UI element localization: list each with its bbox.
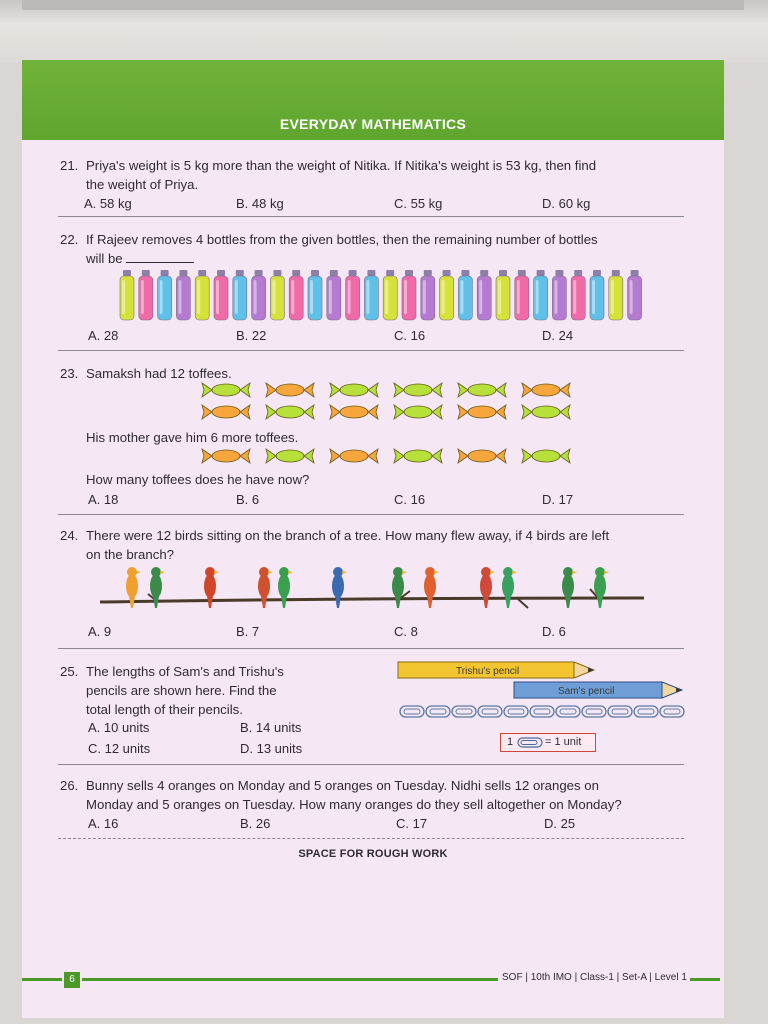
rough-work-label: SPACE FOR ROUGH WORK bbox=[298, 848, 448, 860]
bottle-icon bbox=[270, 270, 284, 320]
bottle-icon bbox=[383, 270, 397, 320]
bird-icon bbox=[258, 567, 273, 608]
bottle-icon bbox=[327, 270, 341, 320]
birds-on-branch bbox=[98, 562, 646, 618]
divider bbox=[58, 350, 684, 351]
pencils-figure bbox=[396, 660, 688, 724]
bird-icon bbox=[278, 567, 293, 608]
bottle-icon bbox=[176, 270, 190, 320]
question-26 bbox=[60, 776, 710, 814]
option-c[interactable]: C. 55 kg bbox=[394, 196, 443, 211]
paperclip-icon bbox=[504, 706, 528, 717]
toffee-icon bbox=[266, 383, 314, 397]
bottle-icon bbox=[158, 270, 172, 320]
question-text-cont: How many toffees does he have now? bbox=[86, 472, 310, 487]
question-text: Bunny sells 4 oranges on Monday and 5 oranges on Tuesday. Nidhi sells 12 oranges on bbox=[86, 778, 599, 793]
footer-line-mid bbox=[82, 978, 498, 981]
bottle-icon bbox=[609, 270, 623, 320]
question-text: Samaksh had 12 toffees. bbox=[86, 366, 232, 381]
bottle-icon bbox=[252, 270, 266, 320]
bottle-icon bbox=[214, 270, 228, 320]
toffee-icon bbox=[266, 449, 314, 463]
section-title: EVERYDAY MATHEMATICS bbox=[279, 116, 467, 132]
option-a[interactable]: A. 16 bbox=[88, 816, 119, 831]
bird-icon bbox=[480, 567, 495, 608]
rough-work-divider bbox=[58, 838, 684, 839]
paperclip-icon bbox=[582, 706, 606, 717]
footer-line-right bbox=[690, 978, 720, 981]
bottle-icon bbox=[308, 270, 322, 320]
toffee-icon bbox=[522, 449, 570, 463]
question-text-cont: on the branch? bbox=[86, 547, 174, 562]
option-d[interactable]: D. 17 bbox=[542, 492, 574, 507]
toffees-group-2 bbox=[194, 444, 584, 468]
divider bbox=[58, 216, 684, 217]
answer-blank bbox=[126, 252, 194, 263]
option-a[interactable]: A. 18 bbox=[88, 492, 119, 507]
question-25 bbox=[60, 662, 340, 719]
paperclip-icon bbox=[452, 706, 476, 717]
unit-key-text: = 1 unit bbox=[545, 736, 582, 748]
bottle-icon bbox=[534, 270, 548, 320]
bird-icon bbox=[424, 567, 439, 608]
bottle-icon bbox=[402, 270, 416, 320]
paperclip-icon bbox=[400, 706, 424, 717]
question-text: If Rajeev removes 4 bottles from the given bottles, then the remaining number of bottles bbox=[86, 232, 598, 247]
option-d[interactable]: D. 25 bbox=[544, 816, 576, 831]
question-text-cont: total length of their pencils. bbox=[86, 702, 243, 717]
bottle-icon bbox=[628, 270, 642, 320]
option-b[interactable]: B. 26 bbox=[240, 816, 271, 831]
question-number: 23. bbox=[60, 366, 79, 381]
toffee-icon bbox=[266, 405, 314, 419]
paperclip-icon bbox=[660, 706, 684, 717]
bottle-icon bbox=[195, 270, 209, 320]
question-number: 21. bbox=[60, 158, 79, 173]
question-21 bbox=[60, 156, 710, 194]
question-text: There were 12 birds sitting on the branch of a tree. How many flew away, if 4 birds are left bbox=[86, 528, 610, 543]
option-a[interactable]: A. 10 units bbox=[88, 720, 150, 735]
toffee-icon bbox=[202, 449, 250, 463]
bottle-icon bbox=[590, 270, 604, 320]
toffee-icon bbox=[202, 405, 250, 419]
scan-top-strip bbox=[0, 0, 768, 62]
trishu-pencil-icon bbox=[398, 662, 594, 678]
bottle-icon bbox=[458, 270, 472, 320]
toffee-icon bbox=[202, 383, 250, 397]
bird-icon bbox=[392, 567, 407, 608]
option-d[interactable]: D. 60 kg bbox=[542, 196, 591, 211]
question-text: The lengths of Sam's and Trishu's bbox=[86, 664, 284, 679]
toffee-icon bbox=[394, 383, 442, 397]
option-b[interactable]: B. 48 kg bbox=[236, 196, 284, 211]
bottle-icon bbox=[496, 270, 510, 320]
paperclip-icon bbox=[608, 706, 632, 717]
divider bbox=[58, 764, 684, 765]
bottle-icon bbox=[233, 270, 247, 320]
toffees-group-1 bbox=[194, 380, 584, 426]
toffee-icon bbox=[458, 449, 506, 463]
question-text-cont: the weight of Priya. bbox=[86, 177, 199, 192]
bottle-icon bbox=[552, 270, 566, 320]
question-22 bbox=[60, 230, 710, 268]
option-b[interactable]: B. 22 bbox=[236, 328, 267, 343]
option-b[interactable]: B. 7 bbox=[236, 624, 260, 639]
option-c[interactable]: C. 12 units bbox=[88, 741, 151, 756]
bottles-illustration bbox=[114, 268, 654, 322]
option-c[interactable]: C. 16 bbox=[394, 328, 426, 343]
toffee-icon bbox=[458, 383, 506, 397]
page-number: 6 bbox=[64, 972, 80, 988]
question-text-cont: His mother gave him 6 more toffees. bbox=[86, 430, 299, 445]
bottle-icon bbox=[289, 270, 303, 320]
option-c[interactable]: C. 8 bbox=[394, 624, 418, 639]
option-b[interactable]: B. 6 bbox=[236, 492, 260, 507]
trishu-pencil-label: Trishu's pencil bbox=[456, 666, 520, 677]
option-d[interactable]: D. 13 units bbox=[240, 741, 303, 756]
bird-icon bbox=[562, 567, 577, 608]
question-number: 25. bbox=[60, 664, 79, 679]
worksheet-page bbox=[22, 60, 724, 1018]
question-number: 24. bbox=[60, 528, 79, 543]
bird-icon bbox=[594, 567, 609, 608]
paperclip-icon bbox=[556, 706, 580, 717]
question-24 bbox=[60, 526, 710, 564]
option-c[interactable]: C. 16 bbox=[394, 492, 426, 507]
option-b[interactable]: B. 14 units bbox=[240, 720, 302, 735]
paperclip-icon bbox=[517, 737, 543, 748]
option-a[interactable]: A. 28 bbox=[88, 328, 119, 343]
paperclip-icon bbox=[634, 706, 658, 717]
bottle-icon bbox=[346, 270, 360, 320]
bottle-icon bbox=[440, 270, 454, 320]
bottle-icon bbox=[120, 270, 134, 320]
sam-pencil-label: Sam's pencil bbox=[558, 686, 615, 697]
toffee-icon bbox=[330, 405, 378, 419]
option-a[interactable]: A. 9 bbox=[88, 624, 112, 639]
bottle-icon bbox=[571, 270, 585, 320]
bottle-icon bbox=[515, 270, 529, 320]
paperclip-icon bbox=[530, 706, 554, 717]
toffee-icon bbox=[522, 405, 570, 419]
divider bbox=[58, 648, 684, 649]
option-c[interactable]: C. 17 bbox=[396, 816, 428, 831]
unit-key-number: 1 bbox=[507, 736, 514, 748]
option-a[interactable]: A. 58 kg bbox=[84, 196, 132, 211]
option-d[interactable]: D. 6 bbox=[542, 624, 566, 639]
question-number: 22. bbox=[60, 232, 79, 247]
bird-icon bbox=[332, 567, 347, 608]
bottle-icon bbox=[421, 270, 435, 320]
toffee-icon bbox=[330, 383, 378, 397]
question-text-cont: Monday and 5 oranges on Tuesday. How many oranges do they sell altogether on Monday? bbox=[86, 797, 622, 812]
bottle-icon bbox=[477, 270, 491, 320]
toffee-icon bbox=[330, 449, 378, 463]
sam-pencil-icon bbox=[514, 682, 682, 698]
question-text-cont: will be bbox=[86, 251, 123, 266]
question-text: Priya's weight is 5 kg more than the weight of Nitika. If Nitika's weight is 53 kg, then find bbox=[86, 158, 597, 173]
unit-key bbox=[500, 733, 596, 752]
bird-icon bbox=[502, 567, 517, 608]
divider bbox=[58, 514, 684, 515]
footer-text: SOF | 10th IMO | Class-1 | Set-A | Level 1 bbox=[502, 972, 687, 983]
toffee-icon bbox=[394, 405, 442, 419]
option-d[interactable]: D. 24 bbox=[542, 328, 574, 343]
toffee-icon bbox=[522, 383, 570, 397]
question-number: 26. bbox=[60, 778, 79, 793]
question-23-end bbox=[60, 470, 710, 489]
bottle-icon bbox=[364, 270, 378, 320]
bottle-icon bbox=[139, 270, 153, 320]
footer-line-left bbox=[22, 978, 62, 981]
paperclip-icon bbox=[478, 706, 502, 717]
toffee-icon bbox=[458, 405, 506, 419]
question-text-cont: pencils are shown here. Find the bbox=[86, 683, 277, 698]
paperclip-icon bbox=[426, 706, 450, 717]
toffee-icon bbox=[394, 449, 442, 463]
